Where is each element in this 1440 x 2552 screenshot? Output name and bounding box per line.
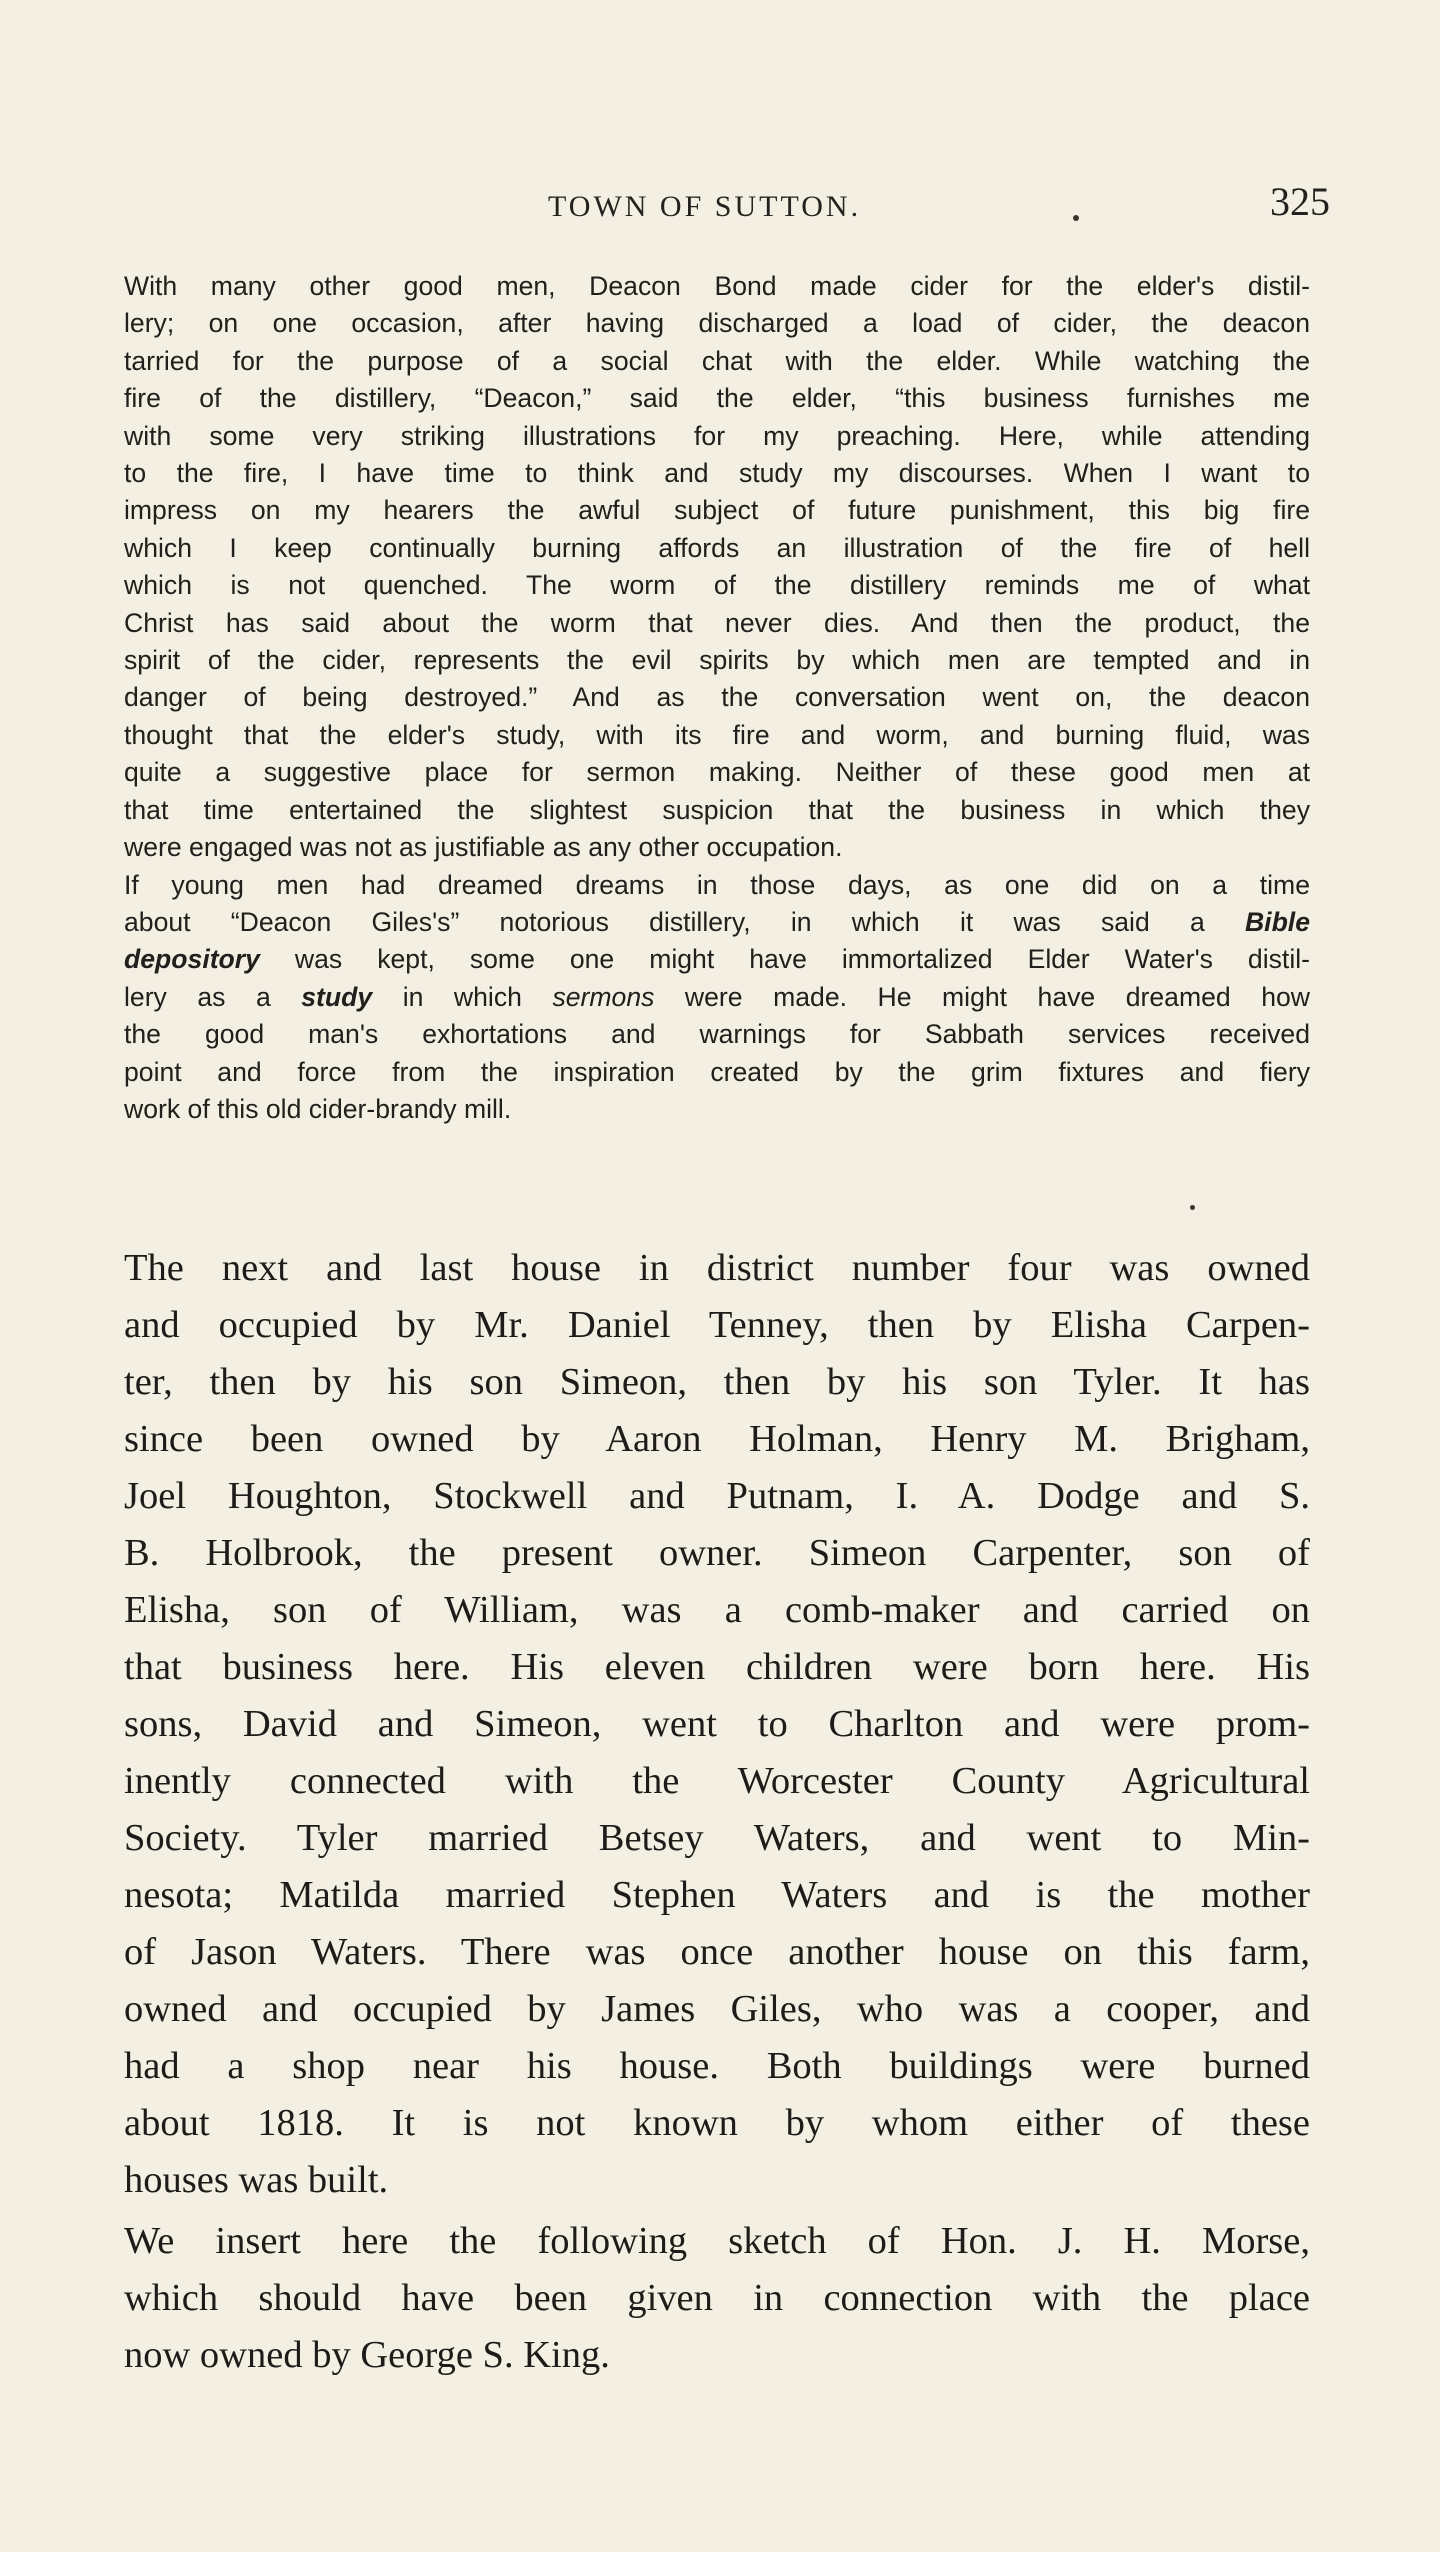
text-run: were made. He might have dreamed how: [654, 981, 1310, 1012]
text-line: We insert here the following sketch of Hon. J. H. Morse,: [124, 2220, 1310, 2262]
text-line: [124, 904, 1310, 941]
text-line: B. Holbrook, the present owner. Simeon Carpenter, son of: [124, 1532, 1310, 1574]
quoted-passage: [124, 268, 1310, 1128]
text-line: inently connected with the Worcester County Agricultural: [124, 1760, 1310, 1802]
text-run: in which: [372, 981, 553, 1012]
quoted-paragraph-2: [124, 867, 1310, 1129]
main-paragraph-1: [124, 1240, 1310, 2209]
text-line: Christ has said about the worm that never dies. And then the product, the: [124, 607, 1310, 638]
text-line: and occupied by Mr. Daniel Tenney, then by Elisha Carpen-: [124, 1304, 1310, 1346]
text-line: Joel Houghton, Stockwell and Putnam, I. A. Dodge and S.: [124, 1475, 1310, 1517]
text-line: the good man's exhortations and warnings for Sabbath services received: [124, 1019, 1310, 1050]
italic-term: study: [301, 981, 373, 1012]
text-line: which is not quenched. The worm of the distillery reminds me of what: [124, 570, 1310, 601]
text-line: Elisha, son of William, was a comb-maker and carried on: [124, 1589, 1310, 1631]
text-line: which should have been given in connection with the place: [124, 2277, 1310, 2319]
text-run: was kept, some one might have immortalized Elder Water's distil-: [259, 944, 1310, 975]
text-line: since been owned by Aaron Holman, Henry M. Brigham,: [124, 1418, 1310, 1460]
text-line: point and force from the inspiration created by the grim fixtures and fiery: [124, 1056, 1310, 1087]
text-line: fire of the distillery, “Deacon,” said the elder, “this business furnishes me: [124, 383, 1310, 414]
italic-term: Bible: [1244, 906, 1310, 937]
text-line: that time entertained the slightest suspicion that the business in which they: [124, 794, 1310, 825]
text-line: owned and occupied by James Giles, who was a cooper, and: [124, 1988, 1310, 2030]
main-paragraph-2: [124, 2213, 1310, 2384]
text-line: now owned by George S. King.: [124, 2334, 610, 2376]
text-line: spirit of the cider, represents the evil spirits by which men are tempted and in: [124, 645, 1310, 676]
text-line: about 1818. It is not known by whom either of these: [124, 2102, 1310, 2144]
running-head: TOWN OF SUTTON.: [548, 190, 862, 223]
text-line: danger of being destroyed.” And as the conversation went on, the deacon: [124, 682, 1310, 713]
text-line: thought that the elder's study, with its fire and worm, and burning fluid, was: [124, 719, 1310, 750]
page-header: [120, 176, 1330, 236]
text-line: with some very striking illustrations for my preaching. Here, while attending: [124, 420, 1310, 451]
text-line: Society. Tyler married Betsey Waters, and went to Min-: [124, 1817, 1310, 1859]
text-line: tarried for the purpose of a social chat with the elder. While watching the: [124, 345, 1310, 376]
text-line: lery; on one occasion, after having discharged a load of cider, the deacon: [124, 308, 1310, 339]
main-text: [124, 1240, 1310, 2384]
ink-speck: [1190, 1205, 1195, 1210]
text-line: to the fire, I have time to think and study my discourses. When I want to: [124, 458, 1310, 489]
text-line: were engaged was not as justifiable as any other occupation.: [124, 832, 843, 863]
text-run: about “Deacon Giles's” notorious distillery, in which it was said a: [124, 906, 1245, 937]
text-line: [124, 979, 1310, 1016]
text-line: houses was built.: [124, 2159, 389, 2201]
text-line: sons, David and Simeon, went to Charlton and were prom-: [124, 1703, 1310, 1745]
text-line: nesota; Matilda married Stephen Waters and is the mother: [124, 1874, 1310, 1916]
text-line: that business here. His eleven children were born here. His: [124, 1646, 1310, 1688]
text-line: impress on my hearers the awful subject of future punishment, this big fire: [124, 495, 1310, 526]
page-number: 325: [1270, 179, 1330, 224]
text-line: ter, then by his son Simeon, then by his son Tyler. It has: [124, 1361, 1310, 1403]
text-line: which I keep continually burning affords an illustration of the fire of hell: [124, 532, 1310, 563]
text-line: had a shop near his house. Both buildings were burned: [124, 2045, 1310, 2087]
text-line: work of this old cider-brandy mill.: [124, 1093, 512, 1124]
italic-term: sermons: [552, 981, 655, 1012]
text-line: The next and last house in district number four was owned: [124, 1247, 1310, 1289]
text-line: [124, 941, 1310, 978]
text-line: quite a suggestive place for sermon making. Neither of these good men at: [124, 757, 1310, 788]
text-line: of Jason Waters. There was once another house on this farm,: [124, 1931, 1310, 1973]
text-line: With many other good men, Deacon Bond made cider for the elder's distil-: [124, 271, 1310, 301]
quoted-paragraph-1: [124, 268, 1310, 867]
ink-speck: [1073, 215, 1079, 221]
text-line: If young men had dreamed dreams in those days, as one did on a time: [124, 869, 1310, 900]
text-run: lery as a: [124, 981, 302, 1012]
italic-term: depository: [124, 944, 260, 975]
